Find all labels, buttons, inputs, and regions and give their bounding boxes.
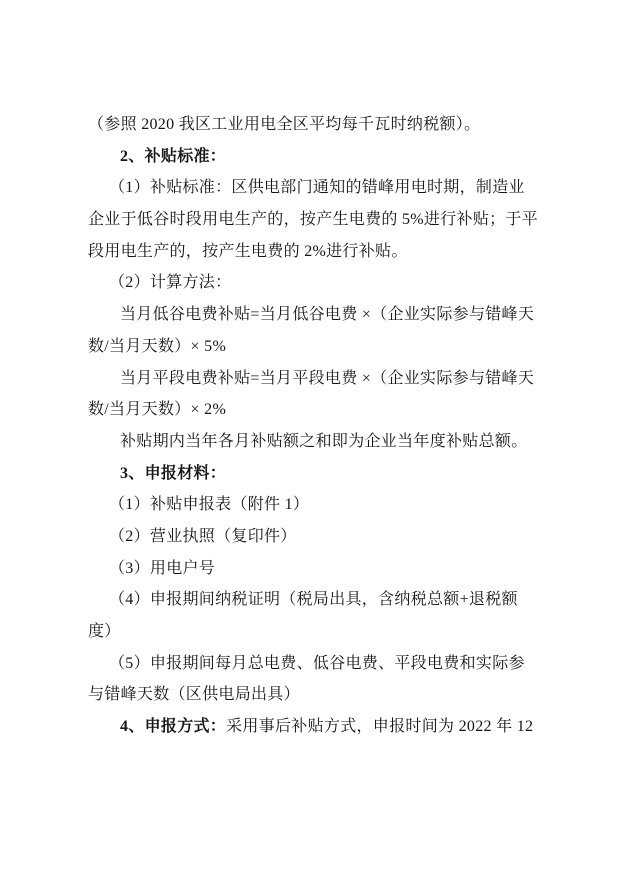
text-line xyxy=(88,236,534,268)
text-segment: 数/当月天数）× 5% xyxy=(88,337,227,355)
text-line xyxy=(88,679,534,711)
text-segment: （1）补贴标准：区供电部门通知的错峰用电时期，制造业 xyxy=(109,179,525,197)
text-line xyxy=(88,616,534,648)
text-segment: 企业于低谷时段用电生产的，按产生电费的 5%进行补贴；于平 xyxy=(88,211,539,229)
text-segment: 采用事后补贴方式，申报时间为 2022 年 12 xyxy=(226,718,534,736)
text-segment: （3）用电户号 xyxy=(109,559,216,577)
text-segment: 数/当月天数）× 2% xyxy=(88,401,227,419)
text-segment: 补贴期内当年各月补贴额之和即为企业当年度补贴总额。 xyxy=(120,432,528,450)
text-line xyxy=(88,584,534,616)
document-text-block xyxy=(88,109,539,743)
text-segment: （参照 2020 我区工业用电全区平均每千瓦时纳税额）。 xyxy=(88,116,481,133)
text-segment: 与错峰天数（区供电局出具） xyxy=(88,686,300,704)
text-line xyxy=(88,141,534,173)
text-segment-bold: 3、申报材料： xyxy=(120,464,227,482)
text-segment: （2）营业执照（复印件） xyxy=(109,527,297,545)
text-segment-bold: 4、申报方式： xyxy=(120,718,227,736)
text-line xyxy=(88,553,534,585)
text-line xyxy=(88,521,534,553)
text-line xyxy=(88,109,534,141)
text-segment: （2）计算方法： xyxy=(109,274,232,292)
text-line xyxy=(88,331,534,363)
text-segment: （5）申报期间每月总电费、低谷电费、平段电费和实际参 xyxy=(109,654,525,672)
text-line xyxy=(88,426,534,458)
text-line xyxy=(88,489,534,521)
text-segment-bold: 2、补贴标准： xyxy=(120,147,227,165)
text-line xyxy=(88,267,534,299)
text-line xyxy=(88,299,534,331)
text-segment: （1）补贴申报表（附件 1） xyxy=(109,496,310,514)
text-segment: 度） xyxy=(88,623,121,640)
text-line xyxy=(88,394,534,426)
text-line xyxy=(88,172,534,204)
text-line xyxy=(88,648,534,680)
text-segment: 段用电生产的，按产生电费的 2%进行补贴。 xyxy=(88,242,408,260)
text-line xyxy=(88,363,534,395)
text-line xyxy=(88,458,534,490)
text-segment: （4）申报期间纳税证明（税局出具，含纳税总额+退税额 xyxy=(109,591,518,609)
text-line xyxy=(88,711,534,743)
text-line xyxy=(88,204,539,236)
text-segment: 当月低谷电费补贴=当月低谷电费 ×（企业实际参与错峰天 xyxy=(120,306,535,324)
text-segment: 当月平段电费补贴=当月平段电费 ×（企业实际参与错峰天 xyxy=(120,369,535,387)
